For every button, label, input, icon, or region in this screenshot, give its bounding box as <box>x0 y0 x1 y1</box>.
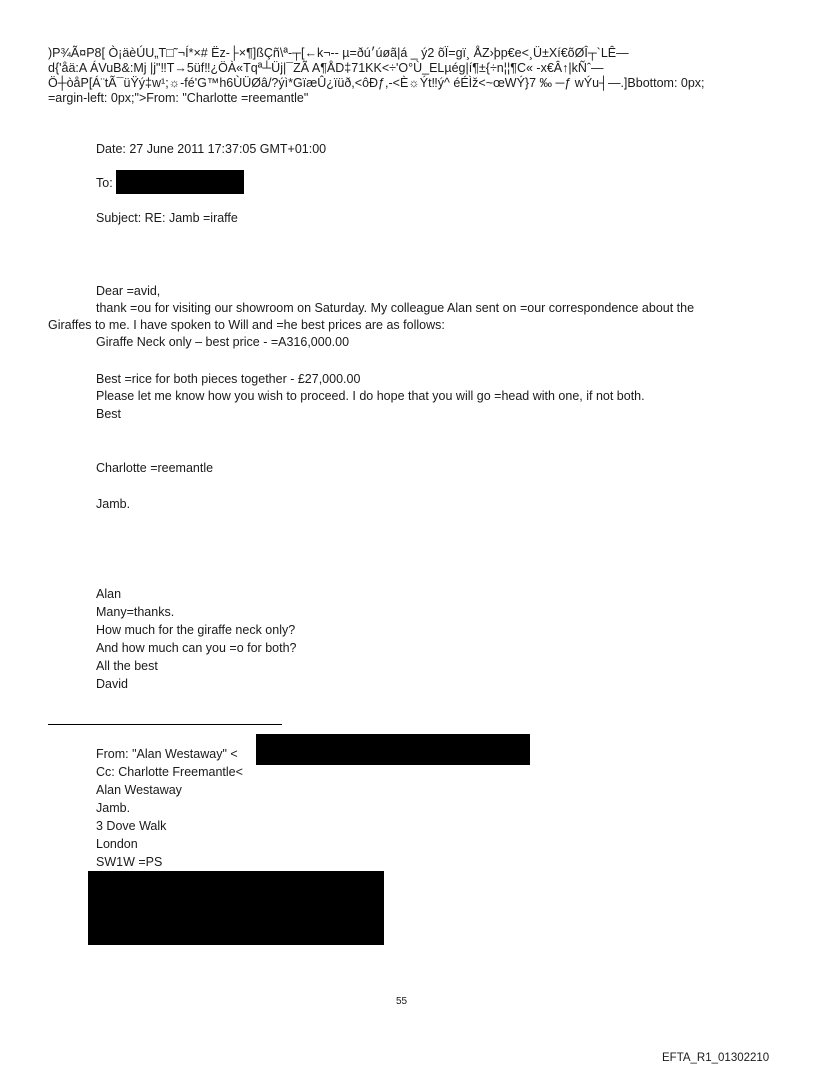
redaction-from-address <box>256 734 530 765</box>
quoted-line: Many=thanks. <box>96 605 175 619</box>
quoted-line: How much for the giraffe neck only? <box>96 623 296 637</box>
forwarded-sig-line: SW1W =PS <box>96 855 163 869</box>
quoted-line: All the best <box>96 659 158 673</box>
header-garbled-text <box>48 46 788 106</box>
forwarded-sig-line: London <box>96 837 138 851</box>
signature-company: Jamb. <box>96 497 131 511</box>
forwarded-sig-line: Jamb. <box>96 801 131 815</box>
quoted-line: And how much can you =o for both? <box>96 641 297 655</box>
email-body-line-2: Giraffes to me. I have spoken to Will and =he best prices are as follows: <box>48 318 445 332</box>
email-greeting: Dear =avid, <box>96 284 161 298</box>
redaction-signature-block <box>88 871 384 945</box>
header-line-1: )P¾Ã¤P8[ Ò¡äèÚU„T□˜¬Í*×# Ëz-├×¶]ßÇñ\ª-┬[←k¬-- µ=ðú׳úøã|á _ ý2 õÏ=gï¸ ÅZ›þp€e<¸Ü±Xí€õØÎ┬`LÊ— <box>48 46 629 60</box>
email-subject: Subject: RE: Jamb =iraffe <box>96 211 238 225</box>
signature-name: Charlotte =reemantle <box>96 461 214 475</box>
email-signoff: Best <box>96 407 122 421</box>
email-body-line-1: thank =ou for visiting our showroom on Saturday. My colleague Alan sent on =our correspondence about the <box>96 301 695 315</box>
email-price-both: Best =rice for both pieces together - £27,000.00 <box>96 372 361 386</box>
header-line-2: d{'åä:A ÁVuB&:Mj |j"‼T→5üf‼¿ÖÀ«Tqª┴Üj|¯ZÃ A¶ÅD‡71KK<÷'O°Ù_ELµég|í¶±{÷n¦¦¶C« -x€Â↑|kÑˆ— <box>48 61 604 75</box>
header-line-4: =argin-left: 0px;">From: "Charlotte =reemantle" <box>48 91 309 105</box>
redaction-to-address <box>116 170 244 194</box>
page-number: 55 <box>396 996 408 1007</box>
header-line-3: Ö┼òåP[Á¨tÃ¯üŸý‡w¹;☼-fé'G™h6ÙÜØâ/?ýì*GïæÛ¿ïüð,<ôÐƒ,-<È☼Ýt‼ý^ éÉÌž<~œWÝ}7 ‰ ─ƒ wÝu┤—.]Bbottom: 0px; <box>48 76 705 90</box>
quoted-line: David <box>96 677 128 691</box>
forwarded-cc: Cc: Charlotte Freemantle< <box>96 765 243 779</box>
email-to-label: To: <box>96 176 113 190</box>
quoted-line: Alan <box>96 587 122 601</box>
forwarded-sig-line: 3 Dove Walk <box>96 819 167 833</box>
email-date: Date: 27 June 2011 17:37:05 GMT+01:00 <box>96 142 327 156</box>
document-id: EFTA_R1_01302210 <box>662 1052 770 1064</box>
email-price-neck: Giraffe Neck only – best price - =A316,000.00 <box>96 335 350 349</box>
forwarded-sig-line: Alan Westaway <box>96 783 182 797</box>
forwarded-from: From: "Alan Westaway" < <box>96 747 238 761</box>
quote-divider <box>48 724 282 725</box>
email-proceed: Please let me know how you wish to proceed. I do hope that you will go =head with one, if not both. <box>96 389 645 403</box>
